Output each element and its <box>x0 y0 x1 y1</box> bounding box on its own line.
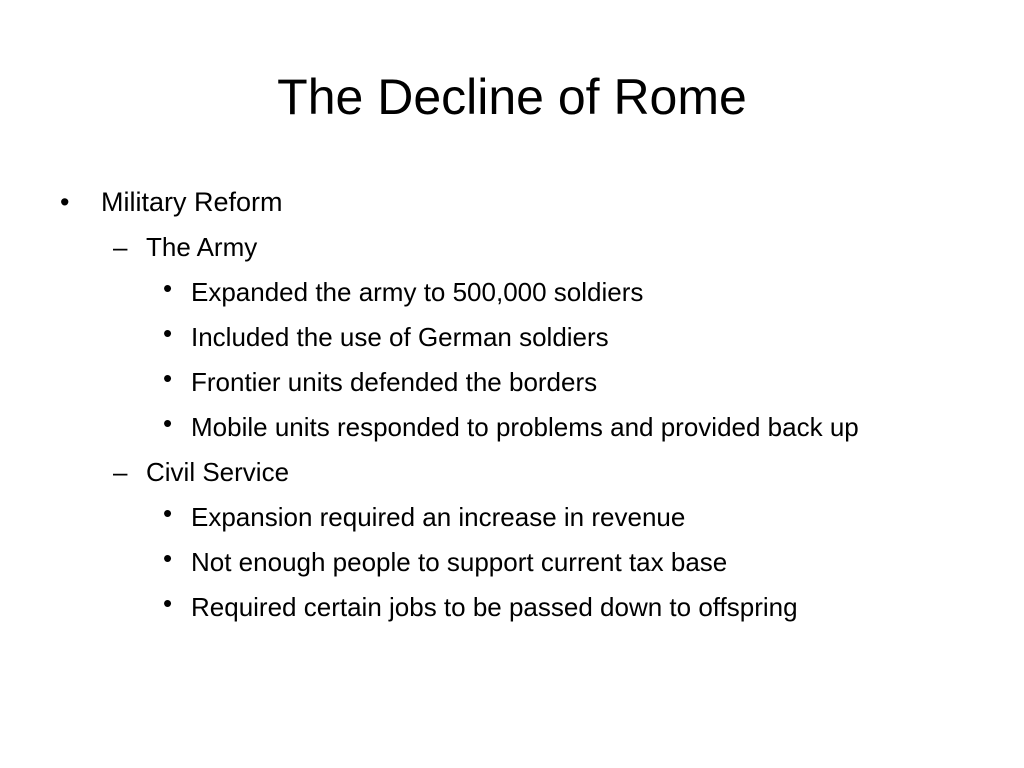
list-item-mobile-units <box>0 405 981 450</box>
bullet-list <box>0 180 1024 630</box>
list-item-text: Expansion required an increase in revenue <box>191 502 686 532</box>
bullet-dash-icon: – <box>113 232 128 262</box>
list-item-text: Not enough people to support current tax base <box>191 547 728 577</box>
list-item-expanded-army <box>0 270 981 315</box>
list-item-expansion-revenue <box>0 495 981 540</box>
list-item-german-soldiers <box>0 315 981 360</box>
bullet-dot-icon: • <box>163 273 173 303</box>
list-item-text: The Army <box>146 232 258 262</box>
bullet-dash-icon: – <box>113 457 128 487</box>
slide-title: The Decline of Rome <box>277 69 747 125</box>
list-item-text: Included the use of German soldiers <box>191 322 609 352</box>
list-item-tax-base <box>0 540 981 585</box>
list-item-text: Civil Service <box>146 457 290 487</box>
list-item-jobs-offspring <box>0 585 981 630</box>
bullet-dot-icon: • <box>163 498 173 528</box>
bullet-dot-icon: • <box>163 543 173 573</box>
bullet-dot-icon: • <box>60 187 70 217</box>
bullet-dot-icon: • <box>163 363 173 393</box>
list-item-military-reform <box>0 180 961 225</box>
bullet-dot-icon: • <box>163 408 173 438</box>
list-item-text: Mobile units responded to problems and provided back up <box>191 412 859 442</box>
list-item-civil-service <box>0 450 966 495</box>
list-item-frontier-units <box>0 360 981 405</box>
bullet-dot-icon: • <box>163 318 173 348</box>
bullet-dot-icon: • <box>163 588 173 618</box>
list-item-text: Military Reform <box>101 187 283 217</box>
list-item-text: Expanded the army to 500,000 soldiers <box>191 277 644 307</box>
list-item-text: Required certain jobs to be passed down to offspring <box>191 592 798 622</box>
list-item-the-army <box>0 225 966 270</box>
list-item-text: Frontier units defended the borders <box>191 367 598 397</box>
